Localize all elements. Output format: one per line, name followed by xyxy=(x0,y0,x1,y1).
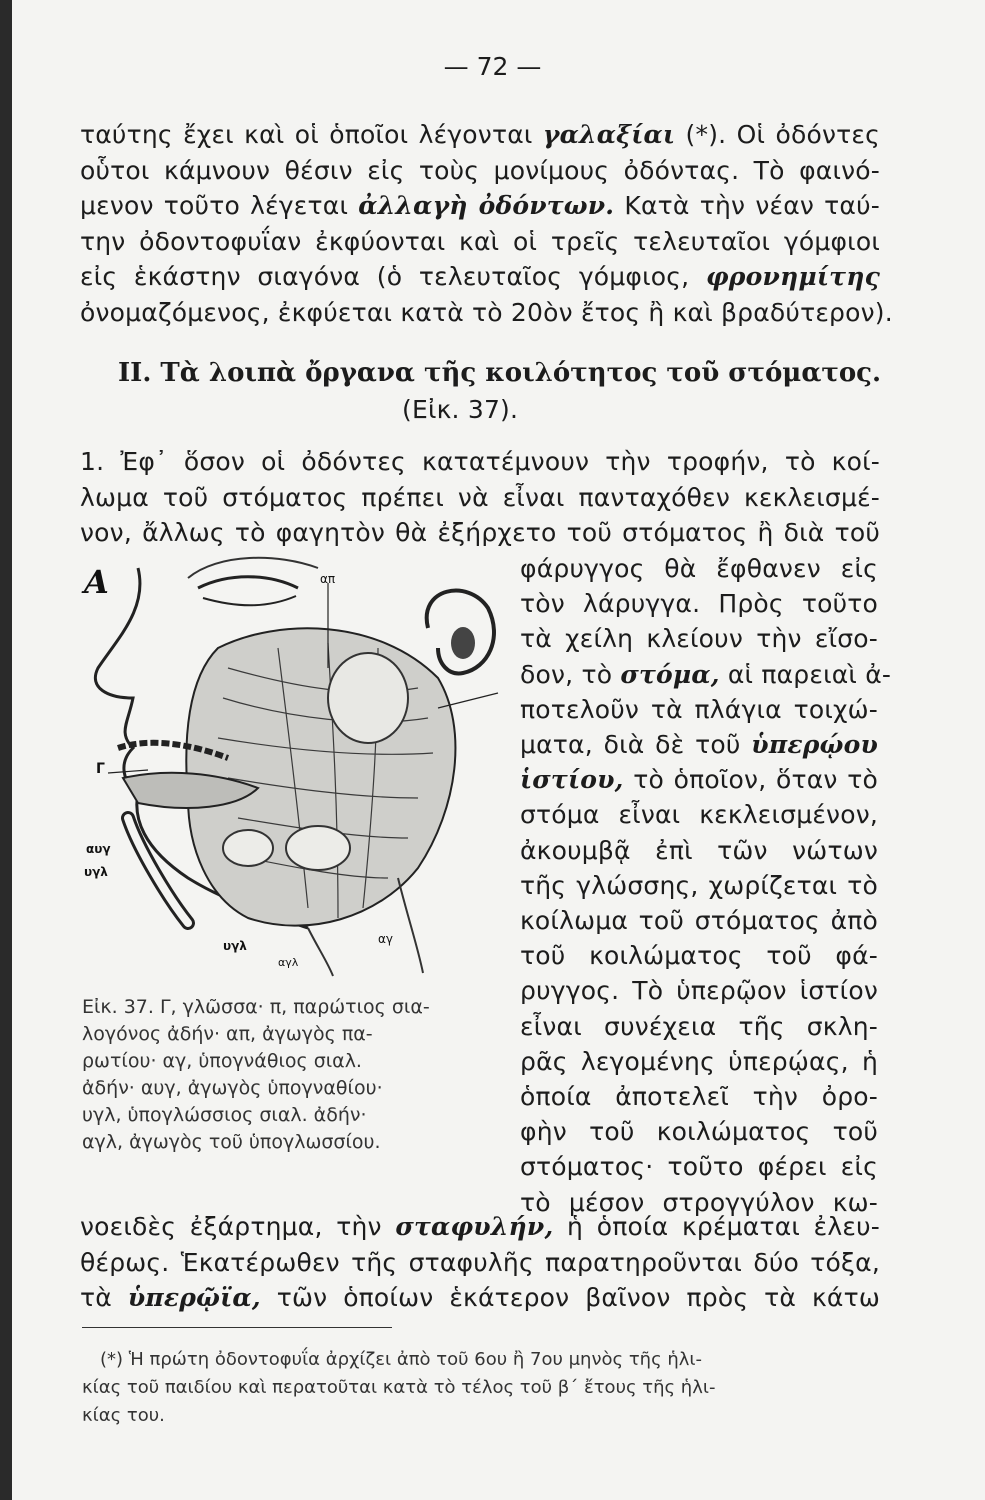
caption-line: λογόνος ἀδήν· απ, ἀγωγὸς πα- xyxy=(82,1023,373,1045)
text-line xyxy=(520,552,878,586)
text-line xyxy=(520,693,878,727)
text-line xyxy=(520,869,878,903)
text-segment: ρᾶς λεγομένης ὑπερῴας, ἡ xyxy=(520,1046,878,1076)
text-segment: νοειδὲς ἐξάρτημα, τὴν xyxy=(80,1212,396,1241)
text-line xyxy=(520,834,878,868)
caption-line: ἀδήν· αυγ, ἀγωγὸς ὑπογναθίου· xyxy=(82,1077,383,1099)
text-segment: ὀνομαζόμενος, ἐκφύεται κατὰ τὸ 20ὸν ἔτος ἢ καὶ βραδύτερον). xyxy=(80,297,893,327)
text-line xyxy=(80,1281,880,1315)
text-segment: τῆς γλώσσης, χωρίζεται τὸ xyxy=(520,870,878,900)
text-segment: φάρυγγος θὰ ἔφθανεν εἰς xyxy=(520,554,878,583)
text-line xyxy=(80,1210,880,1244)
text-segment: ρυγγος. Τὸ ὑπερῷον ἱστίον xyxy=(520,976,878,1006)
emphasized-term: γαλαξίαι xyxy=(542,120,676,149)
text-line xyxy=(520,728,878,762)
emphasized-term: στόμα, xyxy=(620,659,720,689)
text-segment: ἀκουμβᾷ ἐπὶ τῶν νώτων xyxy=(520,835,878,865)
text-segment: τὰ χείλη κλείουν τὴν εἴσο- xyxy=(520,624,878,654)
text-line xyxy=(80,481,880,515)
caption-line: υγλ, ὑπογλώσσιος σιαλ. ἀδήν· xyxy=(82,1104,367,1126)
text-segment: στόμα εἶναι κεκλεισμένον, xyxy=(520,800,878,830)
text-line xyxy=(80,445,880,479)
text-segment: μενον τοῦτο λέγεται xyxy=(80,191,359,220)
text-line xyxy=(80,296,893,330)
text-segment: τὰ xyxy=(80,1283,128,1312)
text-segment: ματα, διὰ δὲ τοῦ xyxy=(520,730,752,759)
text-segment: τοῦ κοιλώματος τοῦ φά- xyxy=(520,941,878,971)
scan-edge xyxy=(0,0,12,1500)
footnote-rule xyxy=(82,1327,392,1328)
text-line xyxy=(520,587,878,621)
text-segment: ἡ ὁποία κρέμαται ἐλευ- xyxy=(553,1212,880,1241)
text-segment: νον, ἄλλως τὸ φαγητὸν θὰ ἐξήρχετο τοῦ στόματος ἢ διὰ τοῦ xyxy=(80,518,880,547)
text-segment: ταύτης ἔχει καὶ οἱ ὁποῖοι λέγονται xyxy=(80,120,543,149)
footnote-line: κίας τοῦ παιδίου καὶ περατοῦται κατὰ τὸ τέλος τοῦ β´ ἔτους τῆς ἡλι- xyxy=(82,1377,716,1398)
caption-line: Εἰκ. 37. Γ, γλῶσσα· π, παρώτιος σια- xyxy=(82,996,430,1018)
figure-label-agl: αγλ xyxy=(278,956,299,969)
text-line xyxy=(520,974,878,1008)
text-line xyxy=(80,154,880,188)
text-segment: φὴν τοῦ κοιλώματος τοῦ xyxy=(520,1117,878,1147)
text-segment: εἰς ἑκάστην σιαγόνα (ὁ τελευταῖος γόμφιος, xyxy=(80,262,706,291)
text-segment: 1. Ἐφ᾽ ὅσον οἱ ὀδόντες κατατέμνουν τὴν τροφήν, τὸ κοί- xyxy=(80,447,880,476)
text-segment: ὁποία ἀποτελεῖ τὴν ὀρο- xyxy=(520,1082,878,1111)
text-line xyxy=(520,798,878,832)
figure-label-a: Α xyxy=(84,563,109,601)
text-line xyxy=(520,1045,878,1079)
page-number: — 72 — xyxy=(443,52,542,81)
caption-line: αγλ, ἀγωγὸς τοῦ ὑπογλωσσίου. xyxy=(82,1131,381,1153)
figure-label-ygl: υγλ xyxy=(84,865,108,879)
text-segment: ποτελοῦν τὰ πλάγια τοιχώ- xyxy=(520,694,878,724)
emphasized-term: σταφυλήν, xyxy=(395,1212,554,1241)
section-heading-ref: (Εἰκ. 37). xyxy=(402,395,519,424)
text-line xyxy=(520,904,878,938)
section-heading: II. Τὰ λοιπὰ ὄργανα τῆς κοιλότητος τοῦ στόματος. xyxy=(118,358,882,388)
text-line xyxy=(520,763,878,797)
text-segment: στόματος· τοῦτο φέρει εἰς xyxy=(520,1152,878,1182)
figure-label-ag: αγ xyxy=(378,932,394,946)
text-line xyxy=(520,1150,878,1184)
figure-label-ap: απ xyxy=(320,572,336,586)
text-line xyxy=(80,118,880,152)
text-line xyxy=(520,1080,878,1114)
text-segment: λωμα τοῦ στόματος πρέπει νὰ εἶναι πανταχόθεν κεκλεισμέ- xyxy=(80,482,880,512)
caption-line: ρωτίου· αγ, ὑπογνάθιος σιαλ. xyxy=(82,1050,362,1072)
text-segment: τὸν λάρυγγα. Πρὸς τοῦτο xyxy=(520,589,878,619)
emphasized-term: ὑπερῷϊα, xyxy=(127,1283,261,1312)
text-line xyxy=(520,1115,878,1149)
text-line xyxy=(520,1010,878,1044)
text-line xyxy=(80,1246,880,1280)
emphasized-term: ὑπερῴου xyxy=(751,730,878,759)
figure-label-vgl: υγλ xyxy=(223,939,247,953)
text-line xyxy=(80,189,880,223)
text-segment: θέρως. Ἑκατέρωθεν τῆς σταφυλῆς παρατηροῦνται δύο τόξα, xyxy=(80,1247,880,1277)
text-segment: αἱ παρειαὶ ἀ- xyxy=(719,659,892,689)
emphasized-term: ἱστίου, xyxy=(520,765,624,795)
footnote-line: κίας του. xyxy=(82,1405,165,1426)
text-segment: την ὀδοντοφυΐαν ἐκφύονται καὶ οἱ τρεῖς τελευταῖοι γόμφιοι xyxy=(80,226,880,256)
emphasized-term: ἀλλαγὴ ὀδόντων. xyxy=(358,191,615,220)
figure-label-g: Γ xyxy=(96,761,105,777)
footnote-line: (*) Ἡ πρώτη ὀδοντοφυΐα ἀρχίζει ἀπὸ τοῦ 6ου ἢ 7ου μηνὸς τῆς ἡλι- xyxy=(100,1349,702,1370)
text-line xyxy=(520,622,878,656)
text-line xyxy=(80,516,880,550)
anatomy-figure xyxy=(78,548,518,978)
text-line xyxy=(80,225,880,259)
emphasized-term: φρονημίτης xyxy=(705,262,880,291)
text-segment: εἶναι συνέχεια τῆς σκλη- xyxy=(520,1011,878,1041)
text-line xyxy=(520,939,878,973)
figure-label-ayg: αυγ xyxy=(86,842,111,856)
text-segment: τὸ μέσον στρογγύλον κω- xyxy=(520,1187,878,1217)
text-segment: τὸ ὁποῖον, ὅταν τὸ xyxy=(623,765,878,795)
text-line xyxy=(520,658,892,692)
text-segment: δον, τὸ xyxy=(520,659,621,689)
text-segment: Κατὰ τὴν νέαν ταύ- xyxy=(614,191,881,220)
text-segment: κοίλωμα τοῦ στόματος ἀπὸ xyxy=(520,906,878,935)
text-segment: οὗτοι κάμνουν θέσιν εἰς τοὺς μονίμους ὀδόντας. Τὸ φαινό- xyxy=(80,155,880,185)
text-line xyxy=(80,260,880,294)
text-segment: (*). Οἱ ὀδόντες xyxy=(675,120,880,149)
text-segment: τῶν ὁποίων ἑκάτερον βαῖνον πρὸς τὰ κάτω xyxy=(260,1283,880,1312)
